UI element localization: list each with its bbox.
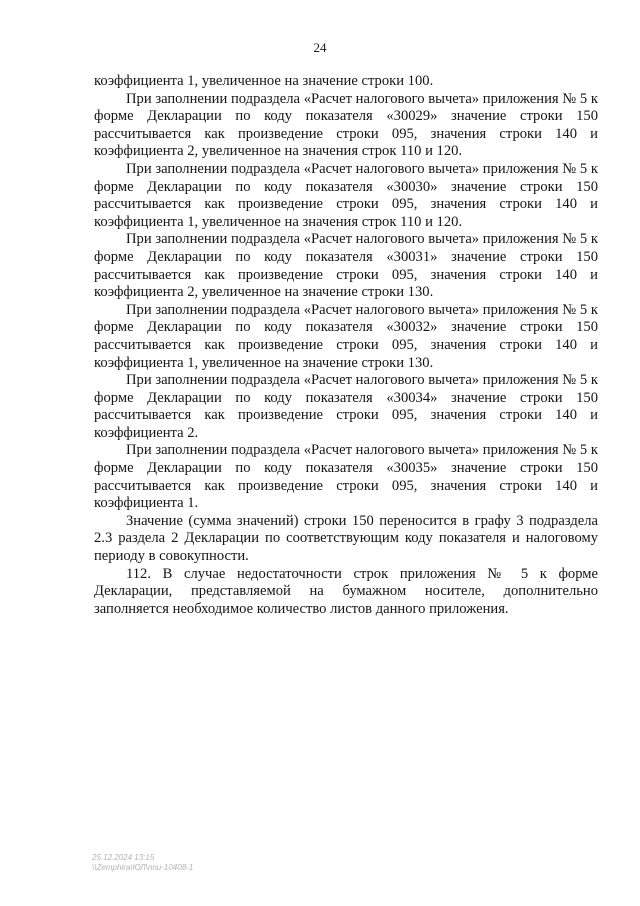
file-stamp xyxy=(92,853,193,873)
stamp-path: \\Zemphira\ЮЛ\nnu-10408-1 xyxy=(92,863,194,872)
paragraph-30031: При заполнении подраздела «Расчет налогового вычета» приложения № 5 к форме Декларации по коду показателя «30031» значение строки 150 рассчитывается как произведение строки 095, значения строки 140 и коэффициента 2, увеличенное на значение строки 130. xyxy=(94,231,598,301)
paragraph-30035: При заполнении подраздела «Расчет налогового вычета» приложения № 5 к форме Декларации по коду показателя «30035» значение строки 150 рассчитывается как произведение строки 095, значения строки 140 и коэффициента 1. xyxy=(94,442,598,512)
paragraph-continued: коэффициента 1, увеличенное на значение строки 100. xyxy=(94,73,434,89)
paragraph-30032: При заполнении подраздела «Расчет налогового вычета» приложения № 5 к форме Декларации по коду показателя «30032» значение строки 150 рассчитывается как произведение строки 095, значения строки 140 и коэффициента 1, увеличенное на значение строки 130. xyxy=(94,301,598,371)
paragraph-30030: При заполнении подраздела «Расчет налогового вычета» приложения № 5 к форме Декларации по коду показателя «30030» значение строки 150 рассчитывается как произведение строки 095, значения строки 140 и коэффициента 1, увеличенное на значения строк 110 и 120. xyxy=(94,160,598,230)
paragraph-30034: При заполнении подраздела «Расчет налогового вычета» приложения № 5 к форме Декларации по коду показателя «30034» значение строки 150 рассчитывается как произведение строки 095, значения строки 140 и коэффициента 2. xyxy=(94,372,598,441)
paragraph-30029: При заполнении подраздела «Расчет налогового вычета» приложения № 5 к форме Декларации по коду показателя «30029» значение строки 150 рассчитывается как произведение строки 095, значения строки 140 и коэффициента 2, увеличенное на значения строк 110 и 120. xyxy=(94,90,598,160)
paragraph-line-150-transfer: Значение (сумма значений) строки 150 переносится в графу 3 подраздела 2.3 раздела 2 Декларации по соответствующим коду показателя и налоговому периоду в совокупности. xyxy=(94,512,598,565)
paragraph-112: 112. В случае недостаточности строк приложения № 5 к форме Декларации, представляемой на бумажном носителе, дополнительно заполняется необходимое количество листов данного приложения. xyxy=(94,565,598,617)
stamp-date: 25.12.2024 13:15 xyxy=(92,853,155,862)
page-number: 24 xyxy=(313,40,327,55)
document-body xyxy=(94,73,598,618)
